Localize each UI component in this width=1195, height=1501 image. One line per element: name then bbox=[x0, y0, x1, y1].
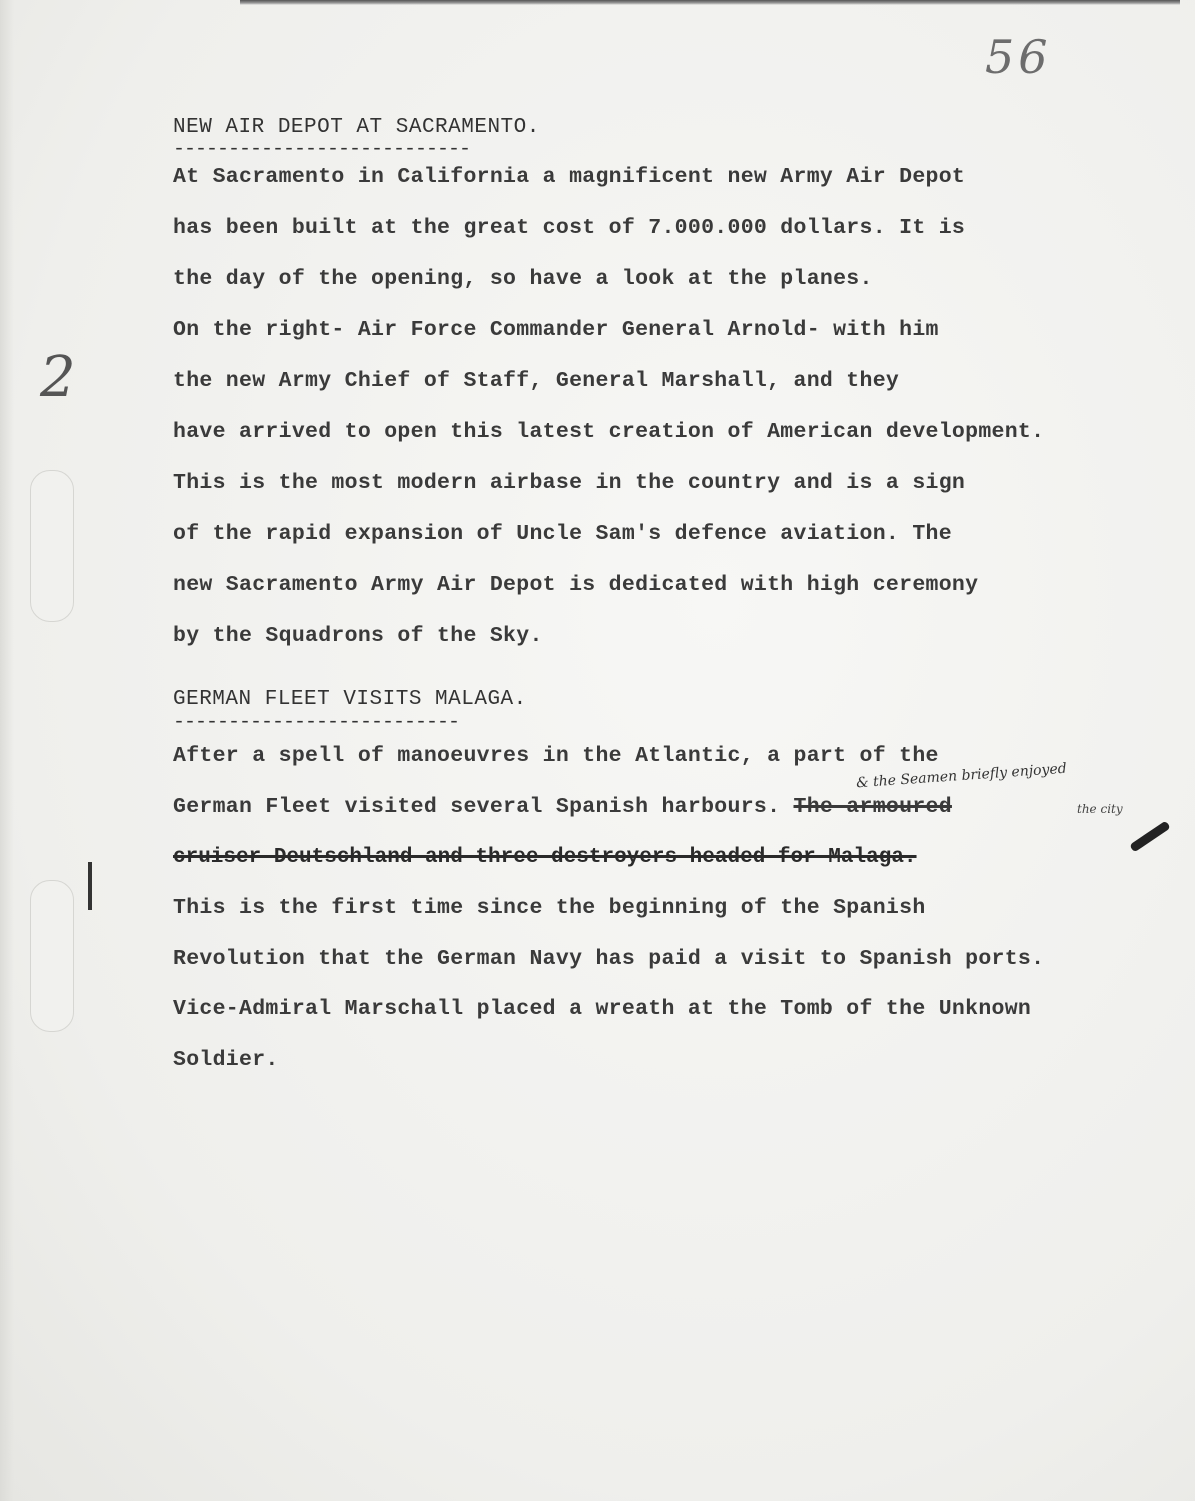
kept-text: German Fleet visited several Spanish harbours. bbox=[173, 795, 781, 819]
section2-heading: GERMAN FLEET VISITS MALAGA. bbox=[173, 688, 527, 711]
section2-line: After a spell of manoeuvres in the Atlantic, a part of the bbox=[173, 744, 939, 768]
handwritten-margin-note: the city bbox=[1077, 802, 1123, 816]
text-line: On the right- Air Force Commander General Arnold- with him bbox=[173, 318, 939, 342]
page-number: 56 bbox=[985, 30, 1052, 84]
text-line: This is the first time since the beginning of the Spanish bbox=[173, 896, 926, 920]
text-line: Revolution that the German Navy has paid a visit to Spanish ports. bbox=[173, 946, 1045, 971]
text-line: Soldier. bbox=[173, 1047, 279, 1072]
text-line: Vice-Admiral Marschall placed a wreath at the Tomb of the Unknown bbox=[173, 997, 1032, 1021]
punch-hole-bottom bbox=[30, 880, 74, 1032]
text-line: by the Squadrons of the Sky. bbox=[173, 624, 543, 648]
page-top-edge bbox=[240, 0, 1180, 5]
section1-heading: NEW AIR DEPOT AT SACRAMENTO. bbox=[173, 116, 540, 139]
text-line: has been built at the great cost of 7.000.000 dollars. It is bbox=[173, 216, 966, 240]
text-line: have arrived to open this latest creation of American development. bbox=[173, 420, 1045, 444]
section2-line-edited bbox=[173, 795, 952, 819]
section1-underline: --------------------------- bbox=[173, 138, 471, 161]
margin-bar-mark bbox=[88, 862, 92, 910]
section2-underline: -------------------------- bbox=[173, 711, 460, 734]
text-line: of the rapid expansion of Uncle Sam's defence aviation. The bbox=[173, 522, 952, 546]
text-line: This is the most modern airbase in the country and is a sign bbox=[173, 471, 966, 495]
text-line: the day of the opening, so have a look at the planes. bbox=[173, 267, 873, 291]
handwritten-insertion: & the Seamen briefly enjoyed bbox=[855, 760, 1068, 792]
pen-stroke-mark bbox=[1129, 820, 1171, 852]
text-line: the new Army Chief of Staff, General Marshall, and they bbox=[173, 369, 900, 393]
margin-handwritten-number: 2 bbox=[40, 345, 76, 410]
struck-line: cruiser Deutschland and three destroyers headed for Malaga. bbox=[173, 846, 917, 869]
text-line: new Sacramento Army Air Depot is dedicated with high ceremony bbox=[173, 573, 979, 597]
struck-text: The armoured bbox=[793, 795, 952, 819]
text-line: At Sacramento in California a magnificent new Army Air Depot bbox=[173, 165, 966, 189]
page-edge-shadow bbox=[0, 0, 14, 1501]
punch-hole-top bbox=[30, 470, 74, 622]
